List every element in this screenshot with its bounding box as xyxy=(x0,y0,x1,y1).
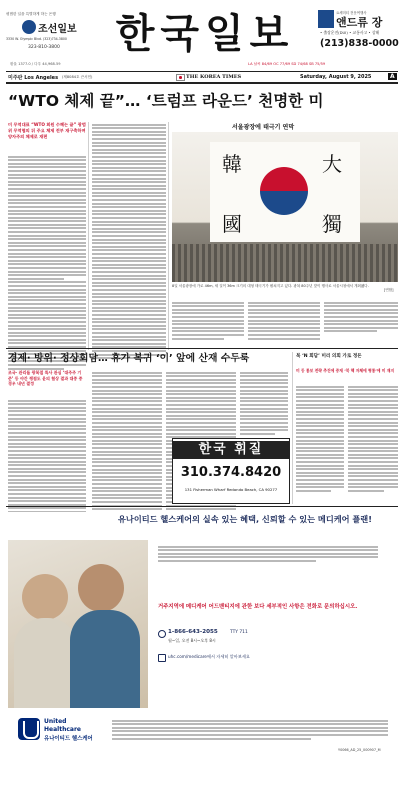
article2-body xyxy=(8,398,86,522)
ad2-phone[interactable]: 1-866-643-2055 xyxy=(168,629,218,635)
web-icon xyxy=(158,654,166,662)
left-ad-brand: 조선일보 xyxy=(38,24,77,35)
photo-story-body-2 xyxy=(248,300,320,341)
right-ad-line: • 출장운전(DUI) • 교통사고 • 상해 xyxy=(320,30,380,35)
article3-body xyxy=(296,384,344,493)
newspaper-title: 한국일보 xyxy=(115,11,295,57)
flag-char-2: 大 xyxy=(322,152,342,176)
photo-caption-head: 서울광장에 태극기 연막 xyxy=(232,124,295,131)
article2-sub: 조국∙ 관리들 광복절 특사 관심 ‘대주주 기준’ 등 야간 쟁점도 윤의 협상 결과 대중 중 경우 내년 결정 xyxy=(8,370,83,387)
masthead-left-ad[interactable] xyxy=(6,12,84,56)
weather-line: LA 날씨 84/69 OC 77/69 SD 74/68 SB 75/59 xyxy=(248,62,326,66)
dateline-rule-top xyxy=(6,71,398,72)
main-headline[interactable]: “WTO 체제 끝”… ‘트럼프 라운드’ 천명한 미 xyxy=(8,92,324,110)
medicare-ad[interactable] xyxy=(8,512,396,792)
lead-subheadline: 미 무역대표 “WTO 회원 수혜는 끝” 광범위 무역협의 뒤 주요 체제 전부 재구축하며 양자주의 체제로 재편 xyxy=(8,122,86,139)
flag-char-3: 國 xyxy=(222,212,242,236)
masthead-right-ad[interactable] xyxy=(318,8,400,60)
article3-body-2 xyxy=(348,384,398,493)
article2-body-4 xyxy=(240,370,288,436)
lawfirm-logo-icon xyxy=(318,10,334,28)
phone-icon xyxy=(158,630,166,638)
ad2-headline: 유나이티드 헬스케어의 실속 있는 혜택, 신뢰할 수 있는 메디케어 플랜! xyxy=(118,514,372,524)
bank-logo-icon xyxy=(22,20,36,34)
masthead xyxy=(0,0,404,64)
ad2-disclaimer xyxy=(112,718,388,741)
person-left xyxy=(22,574,68,620)
column-rule xyxy=(88,122,89,350)
photo-caption: 8일 서울광장에 가로 46m, 세 걸이 36m 크기의 대형 태극기가 펼쳐지고 있다. 광복 80주년 맞이 행사로 서울시청에서 개최됐다. xyxy=(172,284,369,288)
column-rule xyxy=(292,352,293,504)
ad2-footer: Y0066_AD_25_000907_M xyxy=(338,748,381,752)
exchange-line: 환율 1377.0 / 다우 44,968.59 xyxy=(10,62,61,66)
photo-story-body xyxy=(172,300,244,341)
person-right-body xyxy=(70,610,140,708)
photo-credit: [연합] xyxy=(384,288,394,292)
ad2-brand-en: United Healthcare xyxy=(44,718,81,733)
article3-headline[interactable]: 북 ‘N 회담’ 미리 의회 가로 정돈 xyxy=(296,354,362,359)
ad1-phone: 310.374.8420 xyxy=(180,465,282,480)
main-photo[interactable] xyxy=(172,132,398,282)
flag-icon xyxy=(176,74,185,81)
flag-char-4: 獨 xyxy=(322,212,342,236)
dateline xyxy=(0,62,404,86)
ad-divider xyxy=(6,506,398,507)
article3-sub: 미 등 통보 전략 추진에 중재 ‘북 핵 자체에 형통’에 미 재지 xyxy=(296,368,395,373)
right-ad-phone: (213)838-0000 xyxy=(320,38,399,49)
person-left-body xyxy=(14,618,78,708)
left-ad-small: 3330 W. Olympic Blvd. (323)734-3800 xyxy=(6,37,67,41)
right-ad-brand: 앤드류 장 xyxy=(336,16,383,29)
lead-article-body xyxy=(8,154,86,371)
lead-article-body-2 xyxy=(92,122,166,361)
ad2-body xyxy=(158,544,378,564)
left-ad-phone: 323-810-3800 xyxy=(28,45,60,50)
dateline-rule-bottom xyxy=(6,82,398,84)
ad2-cta: 거주지역에 메디케어 어드밴티지에 관한 보다 세부적인 사항은 전화로 문의하십시오. xyxy=(158,604,358,610)
edition-label: 미주판 Los Angeles xyxy=(8,75,59,81)
ad2-tty: TTY 711 xyxy=(230,630,248,635)
date-label: Saturday, August 9, 2025 xyxy=(300,74,372,80)
article2-headline[interactable]: 경제∙ 방위∙ 정상회담… 휴가 복귀 ‘이’ 앞에 산재 수두룩 xyxy=(8,353,250,364)
uhc-logo-icon xyxy=(18,718,40,740)
person-right xyxy=(78,564,124,612)
section-letter: A xyxy=(390,73,395,80)
taegukgi-flag xyxy=(210,142,360,242)
column-rule xyxy=(168,122,169,350)
ad1-address: 131 Fisherman Wharf Redondo Beach, CA 90277 xyxy=(184,487,278,492)
photo-story-body-3 xyxy=(324,300,398,334)
ad1-brand: 한국 휘질 xyxy=(173,441,289,459)
left-ad-top: 평범한 일을 특별하게 하는 은행 xyxy=(6,12,56,16)
flag-char-1: 韓 xyxy=(222,152,242,176)
ad2-web[interactable]: uhc.com/medicare에서 자세히 알아보세요 xyxy=(168,654,250,659)
right-ad-tag: 요세미티 전문여행사 xyxy=(336,11,367,15)
couple-photo xyxy=(8,540,148,708)
edition-sub: (제8084호 큰서민) xyxy=(62,75,93,79)
crowd-area xyxy=(172,244,398,282)
section-divider xyxy=(6,348,398,349)
taeguk-circle-icon xyxy=(260,167,308,215)
article2-body-2 xyxy=(92,370,162,523)
ad2-brand-ko: 유나이티드 헬스케어 xyxy=(44,736,93,742)
restaurant-ad[interactable] xyxy=(172,438,290,504)
ad2-hours: 월~일, 오전 8시~오후 8시 xyxy=(168,638,216,643)
english-title: THE KOREA TIMES xyxy=(186,74,242,80)
